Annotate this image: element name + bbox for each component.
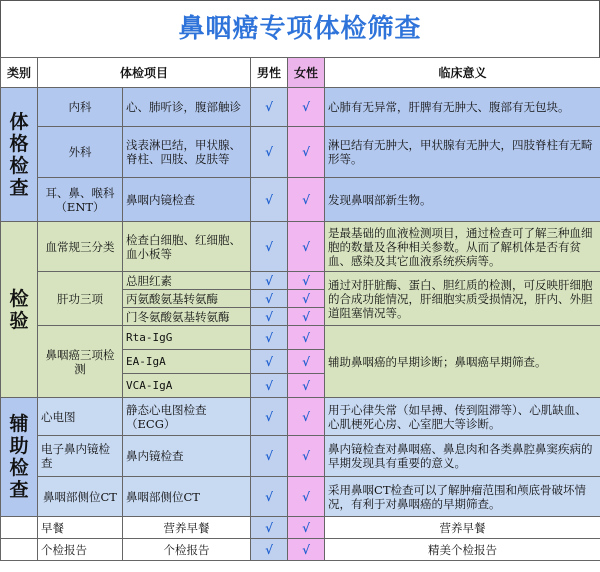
row-meaning: 采用鼻咽CT检查可以了解肿瘤范围和颅底骨破坏情况，有利于对鼻咽癌的早期筛查。 (325, 477, 600, 517)
row-meaning: 精美个检报告 (325, 539, 600, 561)
row-detail: 鼻内镜检查 (123, 436, 251, 477)
male-check: √ (251, 308, 288, 326)
female-check: √ (288, 350, 325, 374)
female-check: √ (288, 178, 325, 222)
table-row (1, 222, 600, 272)
row-name: 电子鼻内镜检查 (38, 436, 123, 477)
row-detail: 鼻咽内镜检查 (123, 178, 251, 222)
row-meaning: 淋巴结有无肿大，甲状腺有无肿大，四肢脊柱有无畸形等。 (325, 127, 600, 178)
category-lab: 检验 (1, 222, 38, 398)
category-aux: 辅助检查 (1, 398, 38, 517)
header-male: 男性 (251, 58, 288, 88)
table-row (1, 127, 600, 178)
male-check: √ (251, 477, 288, 517)
male-check: √ (251, 222, 288, 272)
female-check: √ (288, 436, 325, 477)
table-row (1, 178, 600, 222)
header-category: 类别 (1, 58, 38, 88)
exam-table (0, 57, 600, 561)
row-detail: 检查白细胞、红细胞、血小板等 (123, 222, 251, 272)
row-name: 鼻咽癌三项检测 (38, 326, 123, 398)
row-meaning: 发现鼻咽部新生物。 (325, 178, 600, 222)
female-check: √ (288, 398, 325, 436)
female-check: √ (288, 272, 325, 290)
female-check: √ (288, 88, 325, 127)
male-check: √ (251, 374, 288, 398)
table-row (1, 436, 600, 477)
female-check: √ (288, 477, 325, 517)
female-check: √ (288, 222, 325, 272)
row-meaning: 通过对肝脏酶、蛋白、胆红质的检测，可反映肝细胞的合成功能情况，肝细胞实质受损情况，肝内、外胆道阻塞情况等。 (325, 272, 600, 326)
table-row (1, 398, 600, 436)
row-name: 心电图 (38, 398, 123, 436)
table-row (1, 326, 600, 350)
female-check: √ (288, 127, 325, 178)
row-name: 肝功三项 (38, 272, 123, 326)
row-meaning: 是最基础的血液检测项目，通过检查可了解三种血细胞的数量及各种相关参数。从而了解机体是否有贫血、感染及其它血液系统疾病等。 (325, 222, 600, 272)
row-detail: EA-IgA (123, 350, 251, 374)
row-meaning: 鼻内镜检查对鼻咽癌、鼻息肉和各类鼻腔鼻窦疾病的早期发现具有重要的意义。 (325, 436, 600, 477)
table-row (1, 88, 600, 127)
row-detail: Rta-IgG (123, 326, 251, 350)
male-check: √ (251, 350, 288, 374)
row-detail: 总胆红素 (123, 272, 251, 290)
row-detail: VCA-IgA (123, 374, 251, 398)
row-detail: 个检报告 (123, 539, 251, 561)
row-detail: 丙氨酸氨基转氨酶 (123, 290, 251, 308)
table-row (1, 272, 600, 290)
table-row (1, 539, 600, 561)
male-check: √ (251, 127, 288, 178)
male-check: √ (251, 436, 288, 477)
row-name: 鼻咽部侧位CT (38, 477, 123, 517)
header-item: 体检项目 (38, 58, 251, 88)
female-check: √ (288, 374, 325, 398)
row-detail: 门冬氨酸氨基转氨酶 (123, 308, 251, 326)
male-check: √ (251, 398, 288, 436)
female-check: √ (288, 308, 325, 326)
header-female: 女性 (288, 58, 325, 88)
header-meaning: 临床意义 (325, 58, 600, 88)
row-name: 外科 (38, 127, 123, 178)
row-name: 耳、鼻、喉科（ENT） (38, 178, 123, 222)
header-row (1, 58, 600, 88)
female-check: √ (288, 539, 325, 561)
row-meaning: 心肺有无异常，肝脾有无肿大、腹部有无包块。 (325, 88, 600, 127)
row-meaning: 用于心律失常（如早搏、传到阻滞等）、心肌缺血、心肌梗死心房、心室肥大等诊断。 (325, 398, 600, 436)
row-detail: 心、肺听诊，腹部触诊 (123, 88, 251, 127)
male-check: √ (251, 178, 288, 222)
male-check: √ (251, 272, 288, 290)
row-name: 早餐 (38, 517, 123, 539)
row-detail: 鼻咽部侧位CT (123, 477, 251, 517)
table-row (1, 517, 600, 539)
female-check: √ (288, 290, 325, 308)
male-check: √ (251, 539, 288, 561)
female-check: √ (288, 326, 325, 350)
row-name: 内科 (38, 88, 123, 127)
row-detail: 营养早餐 (123, 517, 251, 539)
category-physical: 体格检查 (1, 88, 38, 222)
female-check: √ (288, 517, 325, 539)
male-check: √ (251, 88, 288, 127)
row-meaning: 营养早餐 (325, 517, 600, 539)
category-empty (1, 517, 38, 539)
row-detail: 静态心电图检查（ECG） (123, 398, 251, 436)
male-check: √ (251, 326, 288, 350)
male-check: √ (251, 517, 288, 539)
category-empty (1, 539, 38, 561)
row-detail: 浅表淋巴结，甲状腺、脊柱、四肢、皮肤等 (123, 127, 251, 178)
page-title: 鼻咽癌专项体检筛查 (0, 0, 600, 58)
row-meaning: 辅助鼻咽癌的早期诊断；鼻咽癌早期筛查。 (325, 326, 600, 398)
male-check: √ (251, 290, 288, 308)
row-name: 个检报告 (38, 539, 123, 561)
table-row (1, 477, 600, 517)
row-name: 血常规三分类 (38, 222, 123, 272)
